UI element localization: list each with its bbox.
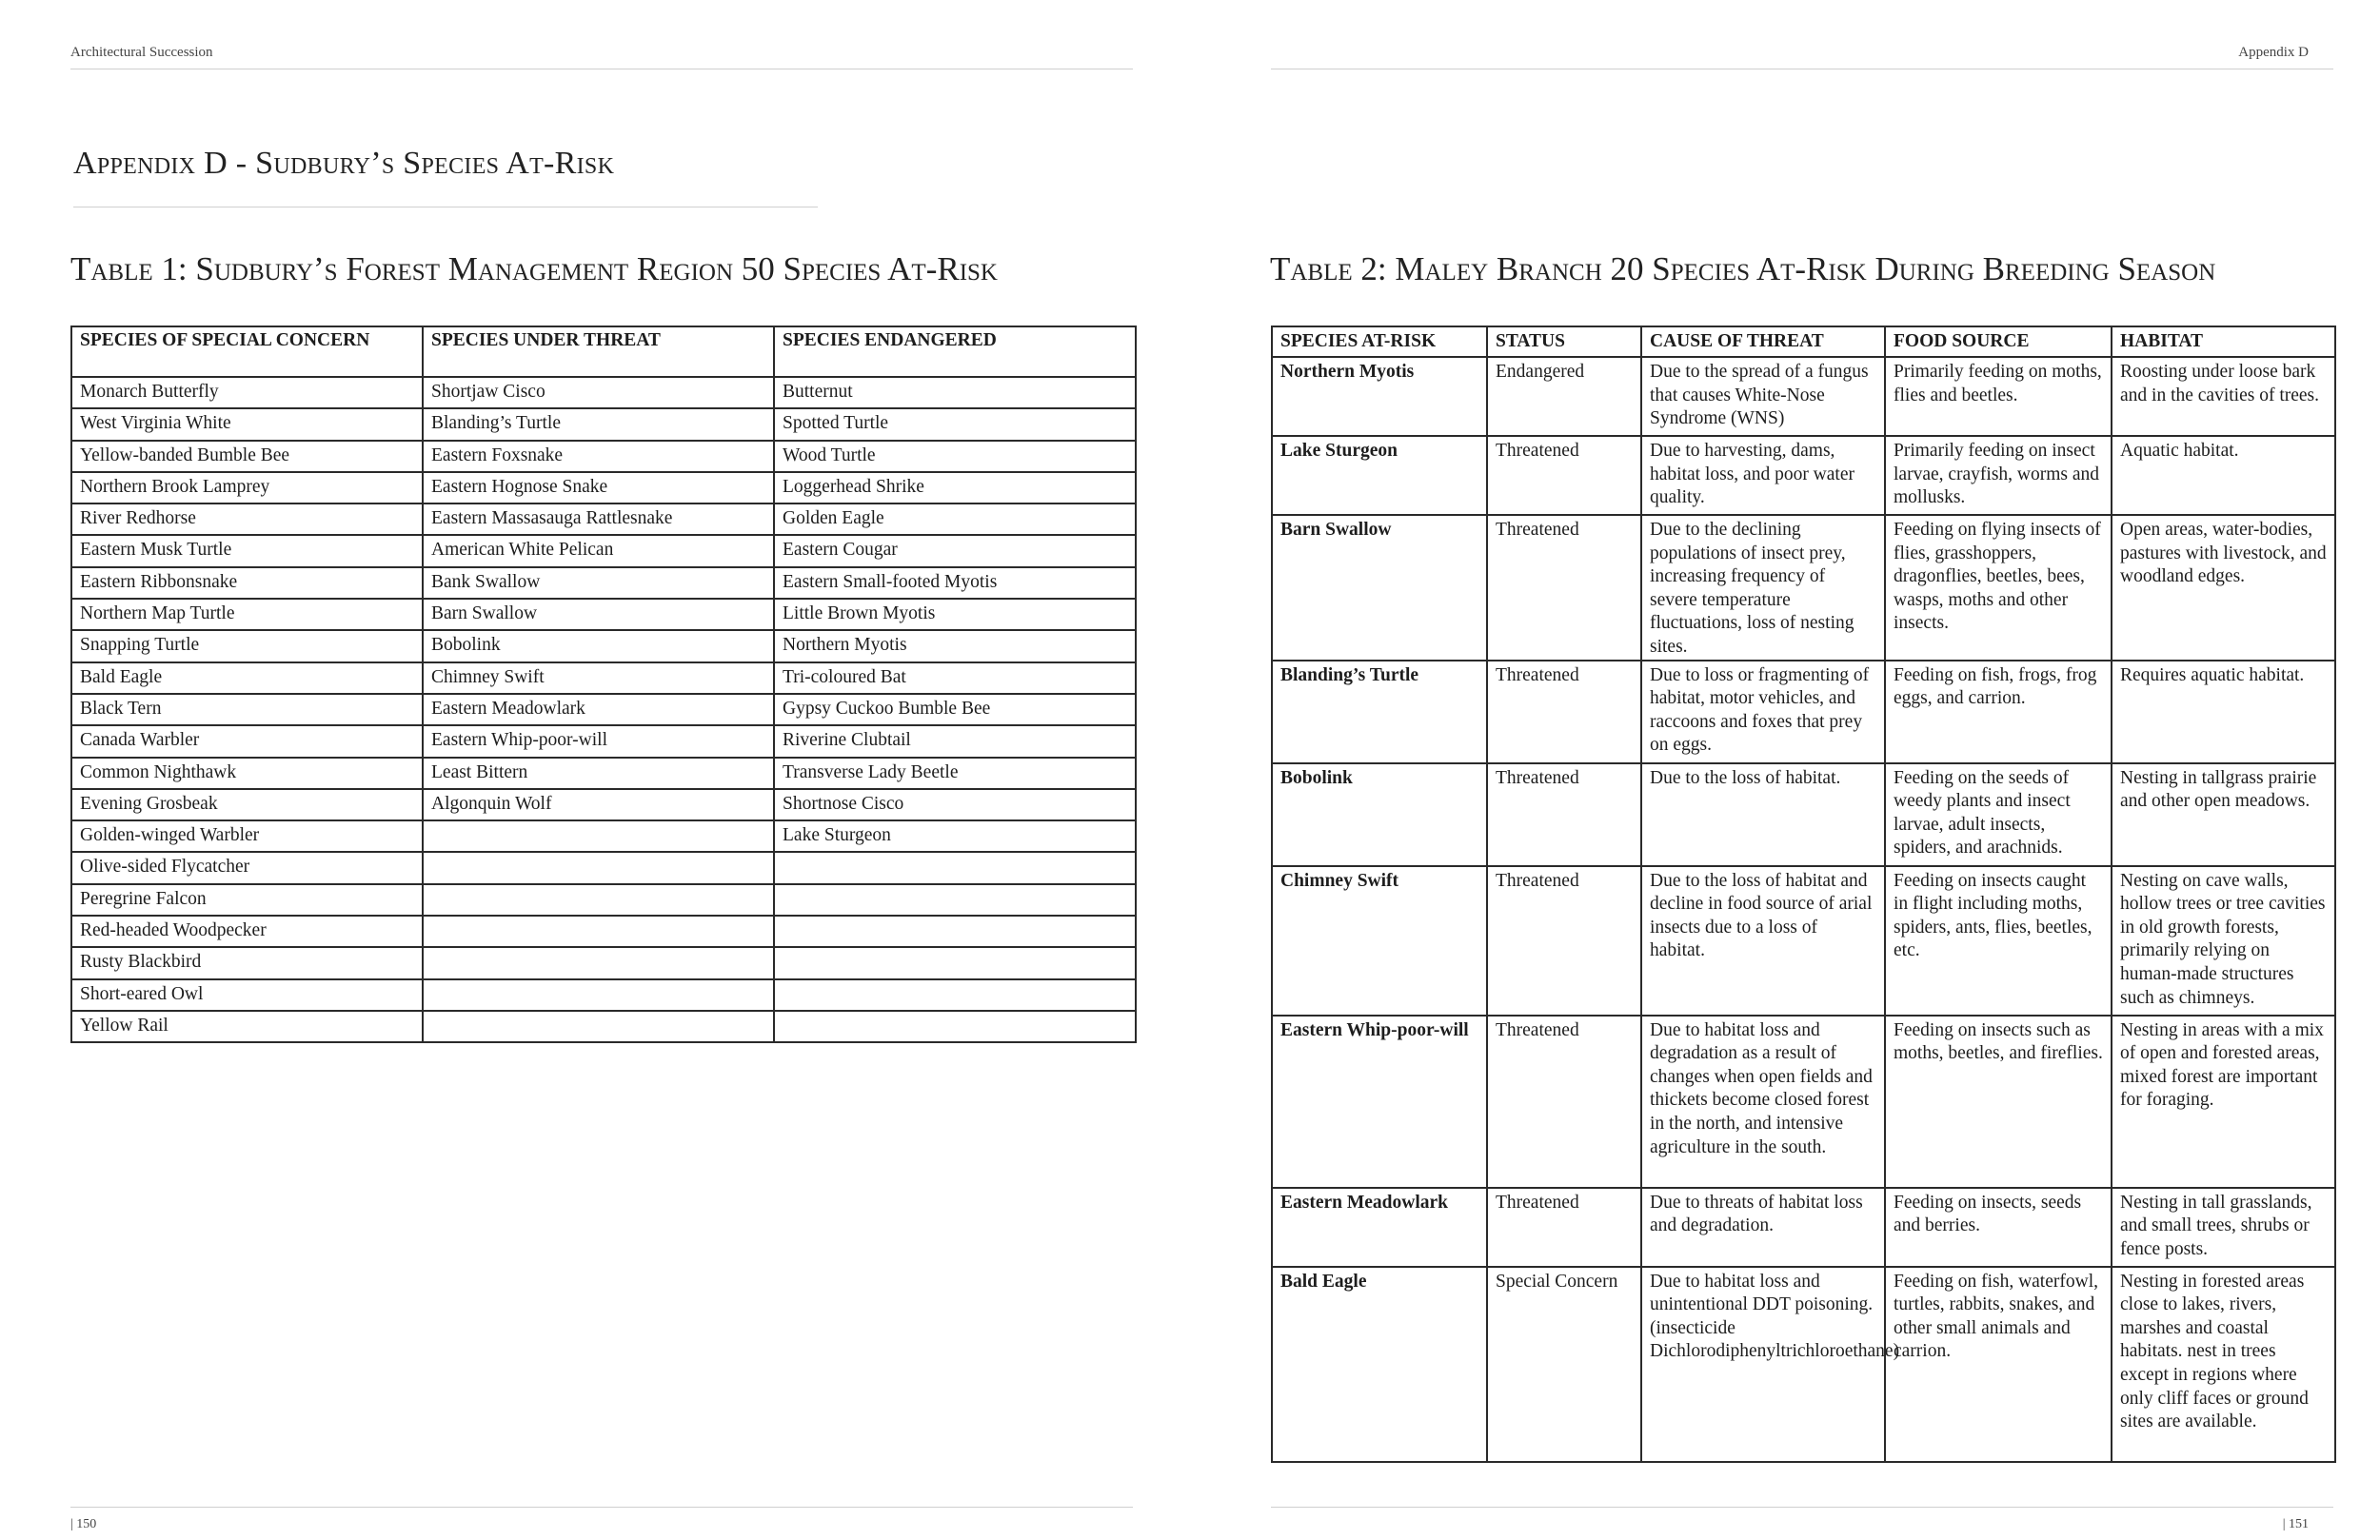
- table2-cell: Eastern Whip-poor-will: [1272, 1016, 1487, 1188]
- table1-row: [71, 503, 1136, 535]
- table2-cell: Due to threats of habitat loss and degradation.: [1641, 1188, 1885, 1267]
- table1-cell: Red-headed Woodpecker: [71, 916, 423, 947]
- right-page: [1190, 0, 2380, 1540]
- table1-cell: [774, 1011, 1136, 1042]
- table2-cell: Blanding’s Turtle: [1272, 661, 1487, 763]
- table2-cell: Feeding on the seeds of weedy plants and insect larvae, adult insects, spiders, and arachnids.: [1885, 763, 2112, 866]
- table1-row: [71, 725, 1136, 757]
- table2-cell: Feeding on insects such as moths, beetles, and fireflies.: [1885, 1016, 2112, 1188]
- table2-cell: Northern Myotis: [1272, 357, 1487, 436]
- table1-cell: River Redhorse: [71, 503, 423, 535]
- table1-row: [71, 630, 1136, 661]
- table1-cell: Rusty Blackbird: [71, 947, 423, 978]
- table1-header-cell: SPECIES OF SPECIAL CONCERN: [71, 326, 423, 377]
- table1-cell: [423, 1011, 774, 1042]
- table2-cell: Chimney Swift: [1272, 866, 1487, 1016]
- table1-cell: Yellow-banded Bumble Bee: [71, 441, 423, 472]
- table2-cell: Nesting in forested areas close to lakes, rivers, marshes and coastal habitats. nest in trees except in regions where only cliff faces or ground sites are available.: [2112, 1267, 2335, 1462]
- table2-header-cell: SPECIES AT-RISK: [1272, 326, 1487, 357]
- table1-cell: Black Tern: [71, 694, 423, 725]
- table2-cell: Threatened: [1487, 763, 1641, 866]
- table1-row: [71, 947, 1136, 978]
- table1-row: [71, 599, 1136, 630]
- table1-cell: Northern Map Turtle: [71, 599, 423, 630]
- table1-cell: Transverse Lady Beetle: [774, 758, 1136, 789]
- table1-cell: American White Pelican: [423, 535, 774, 566]
- table1-title: Table 1: Sudbury’s Forest Management Region 50 Species At-Risk: [70, 250, 998, 287]
- table1-cell: Common Nighthawk: [71, 758, 423, 789]
- table1-cell: Snapping Turtle: [71, 630, 423, 661]
- table1-cell: Evening Grosbeak: [71, 789, 423, 820]
- table1-cell: Shortnose Cisco: [774, 789, 1136, 820]
- table1-cell: Riverine Clubtail: [774, 725, 1136, 757]
- running-head: Architectural Succession: [70, 45, 213, 60]
- table2-cell: Due to the spread of a fungus that causes White-Nose Syndrome (WNS): [1641, 357, 1885, 436]
- table1-cell: Canada Warbler: [71, 725, 423, 757]
- table1-cell: [423, 979, 774, 1011]
- table1-header-cell: SPECIES UNDER THREAT: [423, 326, 774, 377]
- appendix-title: Appendix D - Sudbury’s Species At-Risk: [73, 146, 615, 181]
- table1-cell: Eastern Meadowlark: [423, 694, 774, 725]
- table2-cell: Feeding on insects caught in flight including moths, spiders, ants, flies, beetles, etc.: [1885, 866, 2112, 1016]
- page-number: | 151: [2282, 1517, 2309, 1531]
- table1-cell: Gypsy Cuckoo Bumble Bee: [774, 694, 1136, 725]
- table2-cell: Primarily feeding on moths, flies and beetles.: [1885, 357, 2112, 436]
- table2-cell: Feeding on fish, waterfowl, turtles, rabbits, snakes, and other small animals and carrion.: [1885, 1267, 2112, 1462]
- table1-cell: Golden-winged Warbler: [71, 820, 423, 852]
- table2-row: [1272, 1188, 2335, 1267]
- table1-cell: Bank Swallow: [423, 567, 774, 599]
- table1-row: [71, 662, 1136, 694]
- table1-cell: [774, 916, 1136, 947]
- table1-body: [71, 377, 1136, 1042]
- table1-row: [71, 789, 1136, 820]
- table1-row: [71, 408, 1136, 440]
- table1-cell: Short-eared Owl: [71, 979, 423, 1011]
- table1-cell: Eastern Musk Turtle: [71, 535, 423, 566]
- table1-row: [71, 377, 1136, 408]
- table1-cell: [423, 820, 774, 852]
- table2-cell: Due to loss or fragmenting of habitat, motor vehicles, and raccoons and foxes that prey on eggs.: [1641, 661, 1885, 763]
- table2-cell: Open areas, water-bodies, pastures with livestock, and woodland edges.: [2112, 515, 2335, 661]
- table2-cell: Lake Sturgeon: [1272, 436, 1487, 515]
- table2-row: [1272, 661, 2335, 763]
- table1-cell: Eastern Small-footed Myotis: [774, 567, 1136, 599]
- table1-cell: Blanding’s Turtle: [423, 408, 774, 440]
- table1-cell: [774, 884, 1136, 916]
- table2-cell: Threatened: [1487, 866, 1641, 1016]
- table1-cell: Barn Swallow: [423, 599, 774, 630]
- table2-cell: Threatened: [1487, 1016, 1641, 1188]
- table1-cell: Lake Sturgeon: [774, 820, 1136, 852]
- table1-header-row: [71, 326, 1136, 377]
- table2-cell: Aquatic habitat.: [2112, 436, 2335, 515]
- table2-row: [1272, 763, 2335, 866]
- table1-cell: [423, 916, 774, 947]
- table2-cell: Due to habitat loss and unintentional DDT poisoning. (insecticide Dichlorodiphenyltrichloroethane): [1641, 1267, 1885, 1462]
- table1-header-cell: SPECIES ENDANGERED: [774, 326, 1136, 377]
- table1-cell: Northern Brook Lamprey: [71, 472, 423, 503]
- table1-row: [71, 694, 1136, 725]
- table1-cell: Peregrine Falcon: [71, 884, 423, 916]
- table1-row: [71, 758, 1136, 789]
- table2-header-cell: FOOD SOURCE: [1885, 326, 2112, 357]
- table2-row: [1272, 1267, 2335, 1462]
- table1-row: [71, 1011, 1136, 1042]
- table2-cell: Nesting in tall grasslands, and small trees, shrubs or fence posts.: [2112, 1188, 2335, 1267]
- page-number: | 150: [70, 1517, 97, 1531]
- table1-row: [71, 979, 1136, 1011]
- table1-cell: Butternut: [774, 377, 1136, 408]
- table1-cell: Eastern Hognose Snake: [423, 472, 774, 503]
- table2-cell: Eastern Meadowlark: [1272, 1188, 1487, 1267]
- table1-cell: Least Bittern: [423, 758, 774, 789]
- table2-cell: Requires aquatic habitat.: [2112, 661, 2335, 763]
- table1-cell: Eastern Foxsnake: [423, 441, 774, 472]
- table2: [1271, 326, 2336, 1463]
- table1-cell: Monarch Butterfly: [71, 377, 423, 408]
- table2-cell: Feeding on flying insects of flies, grasshoppers, dragonflies, beetles, bees, wasps, moths and other insects.: [1885, 515, 2112, 661]
- table1-cell: Wood Turtle: [774, 441, 1136, 472]
- running-head: Appendix D: [2238, 45, 2309, 60]
- table2-cell: Threatened: [1487, 515, 1641, 661]
- table1-cell: Little Brown Myotis: [774, 599, 1136, 630]
- table1-cell: [774, 947, 1136, 978]
- table1-cell: Shortjaw Cisco: [423, 377, 774, 408]
- table2-cell: Threatened: [1487, 1188, 1641, 1267]
- table1-cell: Loggerhead Shrike: [774, 472, 1136, 503]
- table1-row: [71, 820, 1136, 852]
- footer-rule: [70, 1507, 1133, 1508]
- table2-cell: Bald Eagle: [1272, 1267, 1487, 1462]
- table1-cell: Eastern Massasauga Rattlesnake: [423, 503, 774, 535]
- table1-cell: Bobolink: [423, 630, 774, 661]
- table1-cell: West Virginia White: [71, 408, 423, 440]
- table2-cell: Nesting in tallgrass prairie and other open meadows.: [2112, 763, 2335, 866]
- table2-header-cell: HABITAT: [2112, 326, 2335, 357]
- table2-cell: Due to harvesting, dams, habitat loss, and poor water quality.: [1641, 436, 1885, 515]
- table2-cell: Nesting on cave walls, hollow trees or tree cavities in old growth forests, primarily relying on human-made structures such as chimneys.: [2112, 866, 2335, 1016]
- table1-cell: Golden Eagle: [774, 503, 1136, 535]
- table1-row: [71, 441, 1136, 472]
- table1-row: [71, 916, 1136, 947]
- table1-row: [71, 884, 1136, 916]
- table2-cell: Feeding on insects, seeds and berries.: [1885, 1188, 2112, 1267]
- table1-cell: Bald Eagle: [71, 662, 423, 694]
- table1-cell: [774, 852, 1136, 883]
- table2-cell: Due to the loss of habitat and decline in food source of arial insects due to a loss of habitat.: [1641, 866, 1885, 1016]
- table2-cell: Due to the loss of habitat.: [1641, 763, 1885, 866]
- table1-cell: [423, 884, 774, 916]
- table2-header-cell: STATUS: [1487, 326, 1641, 357]
- table1-cell: [423, 947, 774, 978]
- table1-row: [71, 535, 1136, 566]
- table1-row: [71, 472, 1136, 503]
- table2-cell: Nesting in areas with a mix of open and forested areas, mixed forest are important for foraging.: [2112, 1016, 2335, 1188]
- table1-cell: Yellow Rail: [71, 1011, 423, 1042]
- table2-body: [1272, 357, 2335, 1462]
- table1-cell: Tri-coloured Bat: [774, 662, 1136, 694]
- table1-cell: Eastern Cougar: [774, 535, 1136, 566]
- table2-cell: Barn Swallow: [1272, 515, 1487, 661]
- table1-row: [71, 852, 1136, 883]
- table2-title: Table 2: Maley Branch 20 Species At-Risk During Breeding Season: [1270, 250, 2216, 287]
- table2-cell: Primarily feeding on insect larvae, crayfish, worms and mollusks.: [1885, 436, 2112, 515]
- table1-cell: Eastern Whip-poor-will: [423, 725, 774, 757]
- table1-cell: Chimney Swift: [423, 662, 774, 694]
- table2-row: [1272, 515, 2335, 661]
- table2-header-cell: CAUSE OF THREAT: [1641, 326, 1885, 357]
- table2-cell: Due to habitat loss and degradation as a result of changes when open fields and thickets become closed forest in the north, and intensive agriculture in the south.: [1641, 1016, 1885, 1188]
- table1: [70, 326, 1137, 1043]
- table1-cell: [423, 852, 774, 883]
- table2-row: [1272, 357, 2335, 436]
- table2-cell: Threatened: [1487, 661, 1641, 763]
- table1-cell: [774, 979, 1136, 1011]
- table2-row: [1272, 436, 2335, 515]
- table2-cell: Endangered: [1487, 357, 1641, 436]
- footer-rule: [1271, 1507, 2333, 1508]
- table1-cell: Olive-sided Flycatcher: [71, 852, 423, 883]
- table2-header-row: [1272, 326, 2335, 357]
- table1-row: [71, 567, 1136, 599]
- table2-cell: Roosting under loose bark and in the cavities of trees.: [2112, 357, 2335, 436]
- table2-cell: Special Concern: [1487, 1267, 1641, 1462]
- table1-cell: Eastern Ribbonsnake: [71, 567, 423, 599]
- table2-cell: Feeding on fish, frogs, frog eggs, and carrion.: [1885, 661, 2112, 763]
- table2-cell: Bobolink: [1272, 763, 1487, 866]
- table1-cell: Northern Myotis: [774, 630, 1136, 661]
- table2-cell: Threatened: [1487, 436, 1641, 515]
- table1-cell: Spotted Turtle: [774, 408, 1136, 440]
- table2-cell: Due to the declining populations of insect prey, increasing frequency of severe temperature fluctuations, loss of nesting sites.: [1641, 515, 1885, 661]
- table2-row: [1272, 1016, 2335, 1188]
- table1-cell: Algonquin Wolf: [423, 789, 774, 820]
- table2-row: [1272, 866, 2335, 1016]
